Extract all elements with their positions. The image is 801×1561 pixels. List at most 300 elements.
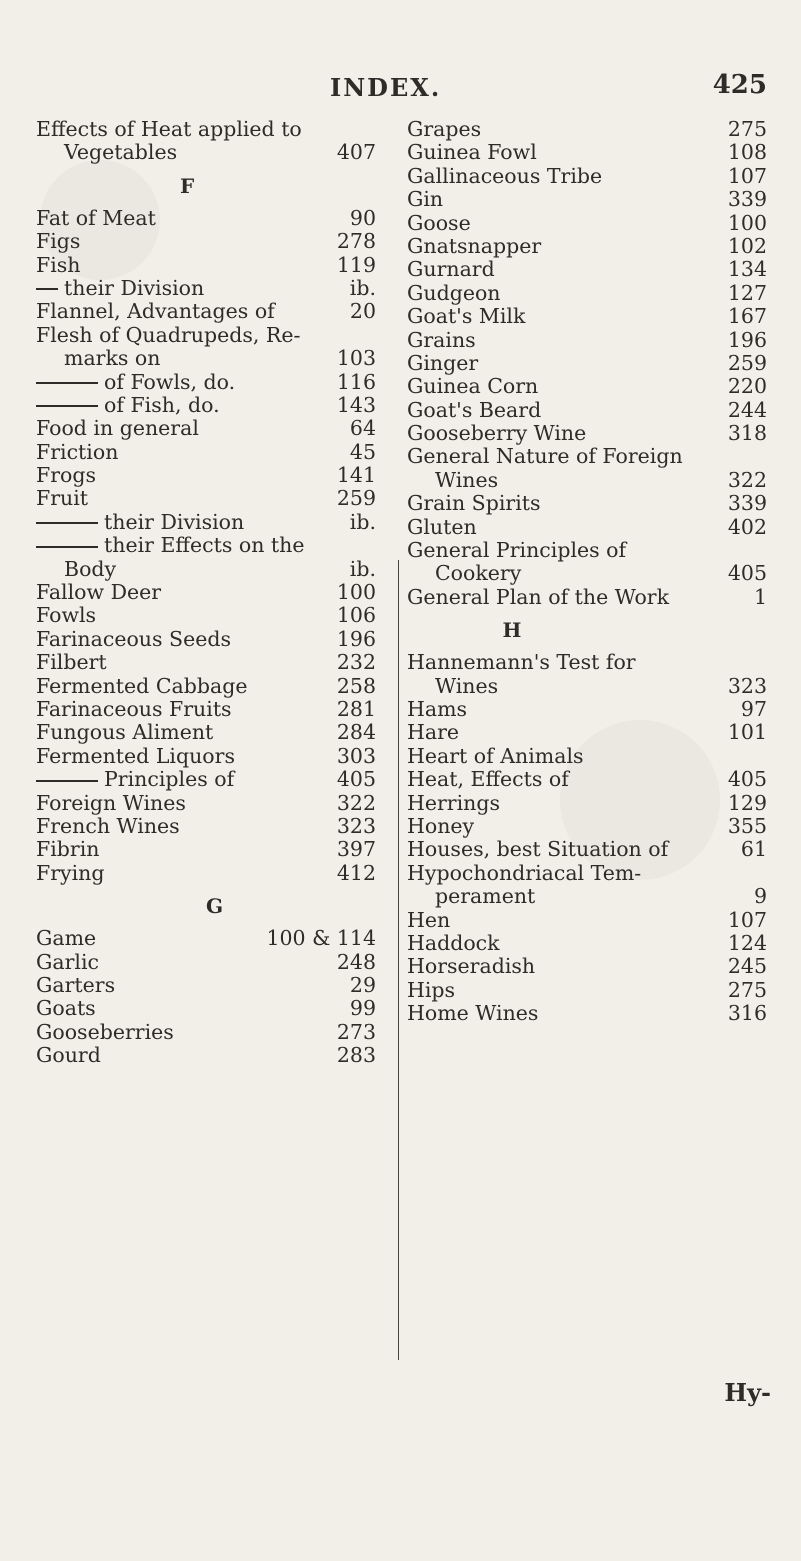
index-entry (36, 324, 376, 347)
entry-label (64, 141, 177, 164)
entry-text: Houses, best Situation of (407, 837, 669, 862)
entry-label (36, 534, 305, 557)
entry-page-number: 100 (336, 580, 376, 605)
entry-page-number: 101 (727, 720, 767, 745)
entry-page-number: 244 (727, 397, 767, 422)
entry-label (64, 347, 160, 370)
entry-page-number: ib. (349, 275, 376, 300)
entry-label (407, 932, 500, 955)
entry-page-number: 322 (727, 467, 767, 492)
entry-label (36, 838, 99, 861)
entry-label (36, 974, 115, 997)
entry-page-number: 412 (336, 860, 376, 885)
entry-label (407, 118, 481, 141)
entry-label (407, 492, 541, 515)
index-entry (36, 997, 376, 1020)
entry-page-number: 303 (336, 743, 376, 768)
entry-text: marks on (64, 346, 161, 371)
entry-text: Fish (36, 252, 81, 277)
index-entry (36, 277, 376, 300)
index-entry (407, 651, 767, 674)
index-entry (36, 815, 376, 838)
entry-label (435, 885, 535, 908)
entry-text: Hen (407, 907, 451, 932)
entry-text: Gnatsnapper (407, 233, 542, 258)
entry-text: French Wines (36, 813, 180, 838)
entry-label (407, 909, 450, 932)
index-entry (36, 604, 376, 627)
index-entry (407, 469, 767, 492)
entry-text: Effects of Heat applied to (36, 117, 302, 141)
entry-text: Home Wines (407, 1001, 539, 1026)
entry-page-number: 405 (727, 561, 767, 586)
index-entry (36, 487, 376, 510)
entry-text: Foreign Wines (36, 790, 186, 815)
entry-label (36, 324, 300, 347)
index-entry (36, 417, 376, 440)
entry-label (36, 768, 234, 791)
entry-page-number: 108 (727, 140, 767, 165)
entry-page-number: 107 (727, 163, 767, 188)
entry-label (407, 258, 495, 281)
entry-page-number: 64 (349, 416, 376, 441)
entry-page-number: 106 (336, 603, 376, 628)
index-entry (36, 254, 376, 277)
entry-text: Fermented Cabbage (36, 673, 248, 698)
entry-label (36, 207, 156, 230)
entry-page-number: 103 (336, 346, 376, 371)
entry-text: Flesh of Quadrupeds, Re- (36, 322, 301, 347)
index-entry (407, 862, 767, 885)
entry-text: Heart of Animals (407, 743, 584, 768)
entry-label (36, 698, 232, 721)
index-entry (36, 300, 376, 323)
entry-page-number: 100 (727, 210, 767, 235)
entry-text: Ginger (407, 350, 479, 375)
entry-text: Frying (36, 860, 105, 885)
index-entry (36, 441, 376, 464)
column-divider (398, 560, 399, 1360)
entry-page-number: 196 (336, 626, 376, 651)
entry-page-number: 339 (727, 491, 767, 516)
entry-label (435, 469, 498, 492)
entry-text: Grain Spirits (407, 491, 541, 516)
entry-label (407, 352, 478, 375)
entry-text: Fermented Liquors (36, 743, 235, 768)
entry-label (435, 675, 498, 698)
entry-label (36, 745, 235, 768)
entry-text: Friction (36, 439, 119, 464)
ditto-dash (36, 780, 98, 782)
entry-text: Horseradish (407, 954, 536, 979)
entry-label (407, 399, 541, 422)
entry-label (407, 282, 501, 305)
index-entry (407, 768, 767, 791)
entry-page-number: 107 (727, 907, 767, 932)
entry-page-number: 102 (727, 233, 767, 258)
entry-text: Garters (36, 972, 116, 997)
entry-label (64, 558, 116, 581)
entry-label (36, 927, 96, 950)
entry-label (407, 141, 537, 164)
entry-page-number: 9 (753, 884, 767, 909)
entry-text: Hypochondriacal Tem- (407, 860, 642, 885)
index-entry (407, 118, 767, 141)
entry-label (36, 651, 107, 674)
entry-page-number: 29 (349, 972, 376, 997)
entry-page-number: 245 (727, 954, 767, 979)
entry-text: of Fish, do. (104, 392, 220, 417)
entry-page-number: 141 (336, 463, 376, 488)
entry-label (407, 979, 455, 1002)
index-entry (407, 721, 767, 744)
index-entry (36, 675, 376, 698)
entry-page-number: 97 (740, 696, 767, 721)
index-entry (36, 534, 376, 557)
entry-page-number: 143 (336, 392, 376, 417)
entry-label (407, 1002, 538, 1025)
entry-label (407, 745, 584, 768)
entry-page-number: 259 (336, 486, 376, 511)
entry-text: Gurnard (407, 257, 495, 282)
index-entry (407, 675, 767, 698)
entry-label (36, 464, 96, 487)
index-entry (36, 862, 376, 885)
entry-label (407, 445, 683, 468)
entry-text: Gallinaceous Tribe (407, 163, 603, 188)
entry-text: Filbert (36, 650, 107, 675)
entry-label (36, 441, 118, 464)
index-entry (407, 1002, 767, 1025)
entry-page-number: 397 (336, 837, 376, 862)
entry-page-number: 45 (349, 439, 376, 464)
entry-page-number: 405 (727, 767, 767, 792)
entry-text: Vegetables (64, 140, 178, 165)
entry-page-number: 129 (727, 790, 767, 815)
entry-page-number: 323 (336, 813, 376, 838)
entry-text: Body (64, 556, 117, 581)
entry-page-number: 281 (336, 696, 376, 721)
entry-label (407, 329, 476, 352)
index-entry (36, 347, 376, 370)
catchword: Hy- (724, 1378, 771, 1407)
entry-label (407, 188, 443, 211)
index-column-left (36, 118, 376, 1067)
index-entry (407, 305, 767, 328)
entry-text: Gudgeon (407, 280, 501, 305)
index-entry (36, 371, 376, 394)
entry-text: Gin (407, 187, 444, 212)
entry-page-number: 405 (336, 767, 376, 792)
entry-text: General Principles of (407, 538, 627, 563)
entry-page-number: 355 (727, 813, 767, 838)
entry-page-number: 275 (727, 977, 767, 1002)
entry-label (407, 838, 668, 861)
index-entry (407, 698, 767, 721)
index-entry (407, 352, 767, 375)
index-entry (36, 651, 376, 674)
entry-text: Principles of (104, 767, 235, 792)
entry-page-number: 402 (727, 514, 767, 539)
entry-label (407, 422, 586, 445)
entry-label (36, 277, 204, 300)
entry-label (36, 1021, 174, 1044)
index-entry (36, 838, 376, 861)
entry-page-number: 90 (349, 205, 376, 230)
entry-text: Farinaceous Fruits (36, 696, 232, 721)
entry-label (36, 511, 244, 534)
entry-page-number: 119 (336, 252, 376, 277)
entry-label (36, 300, 275, 323)
entry-page-number: ib. (349, 556, 376, 581)
index-entry (407, 165, 767, 188)
entry-text: of Fowls, do. (104, 369, 236, 394)
entry-page-number: 322 (336, 790, 376, 815)
entry-page-number: 127 (727, 280, 767, 305)
entry-label (36, 394, 220, 417)
entry-label (36, 230, 80, 253)
index-entry (407, 235, 767, 258)
entry-page-number: 275 (727, 117, 767, 141)
index-entry (36, 464, 376, 487)
index-entry (36, 927, 376, 950)
entry-text: Fowls (36, 603, 97, 628)
entry-text: Game (36, 926, 97, 951)
entry-label (36, 792, 186, 815)
index-entry (407, 516, 767, 539)
entry-text: Grapes (407, 117, 482, 141)
entry-page-number: 323 (727, 673, 767, 698)
index-column-right (407, 118, 767, 1025)
index-entry (407, 375, 767, 398)
index-entry (407, 792, 767, 815)
index-entry (36, 745, 376, 768)
index-entry (407, 539, 767, 562)
entry-page-number: 273 (336, 1019, 376, 1044)
entry-label (407, 539, 626, 562)
entry-page-number: 20 (349, 299, 376, 324)
entry-page-number: 167 (727, 304, 767, 329)
entry-text: Fungous Aliment (36, 720, 214, 745)
index-entry (407, 815, 767, 838)
index-entry (407, 745, 767, 768)
index-entry (36, 1044, 376, 1067)
entry-page-number: 116 (336, 369, 376, 394)
entry-text: Grains (407, 327, 476, 352)
index-entry (407, 909, 767, 932)
entry-text: Heat, Effects of (407, 767, 569, 792)
index-entry (36, 792, 376, 815)
entry-page-number: 278 (336, 229, 376, 254)
entry-label (407, 955, 535, 978)
entry-text: Gluten (407, 514, 477, 539)
entry-text: General Plan of the Work (407, 584, 670, 609)
index-entry (36, 768, 376, 791)
index-entry (36, 974, 376, 997)
entry-page-number: 61 (740, 837, 767, 862)
index-entry (36, 698, 376, 721)
entry-label (407, 305, 525, 328)
entry-label (407, 165, 602, 188)
entry-label (407, 651, 636, 674)
entry-label (407, 212, 471, 235)
entry-page-number: 316 (727, 1001, 767, 1026)
entry-label (407, 792, 500, 815)
entry-page-number: 124 (727, 930, 767, 955)
entry-label (407, 862, 641, 885)
section-letter: G (206, 894, 224, 919)
entry-page-number: 1 (753, 584, 767, 609)
index-entry (36, 721, 376, 744)
entry-label (36, 1044, 101, 1067)
entry-label (36, 951, 99, 974)
entry-label (407, 375, 538, 398)
ditto-dash (36, 522, 98, 524)
entry-text: Garlic (36, 949, 99, 974)
index-entry (407, 979, 767, 1002)
entry-text: Farinaceous Seeds (36, 626, 231, 651)
entry-label (407, 235, 541, 258)
index-entry (36, 581, 376, 604)
entry-text: their Effects on the (104, 533, 305, 558)
entry-text: Guinea Fowl (407, 140, 537, 165)
page-title: INDEX. (330, 73, 442, 102)
entry-page-number: 283 (336, 1043, 376, 1068)
entry-text: Fallow Deer (36, 580, 162, 605)
entry-page-number: 248 (336, 949, 376, 974)
entry-text: Hannemann's Test for (407, 650, 636, 675)
entry-label (36, 675, 247, 698)
index-entry (36, 394, 376, 417)
index-entry (407, 399, 767, 422)
entry-text: Hips (407, 977, 456, 1002)
ditto-dash (36, 288, 58, 290)
index-entry (407, 492, 767, 515)
index-entry (36, 118, 376, 141)
entry-text: Fibrin (36, 837, 100, 862)
entry-page-number: 339 (727, 187, 767, 212)
entry-page-number: 318 (727, 421, 767, 446)
entry-page-number: 258 (336, 673, 376, 698)
entry-text: Cookery (435, 561, 522, 586)
entry-label (36, 417, 199, 440)
index-entry (407, 838, 767, 861)
entry-text: Fat of Meat (36, 205, 156, 230)
entry-label (36, 118, 302, 141)
entry-label (407, 586, 669, 609)
entry-text: Goat's Milk (407, 304, 526, 329)
entry-label (407, 768, 569, 791)
entry-text: Haddock (407, 930, 500, 955)
section-letter: H (502, 618, 522, 643)
entry-text: Honey (407, 813, 475, 838)
entry-text: Frogs (36, 463, 97, 488)
index-entry (36, 1021, 376, 1044)
index-entry (407, 562, 767, 585)
index-entry (36, 628, 376, 651)
entry-label (407, 815, 474, 838)
entry-text: Goats (36, 996, 96, 1021)
ditto-dash (36, 382, 98, 384)
entry-text: perament (435, 884, 536, 909)
entry-label (407, 516, 477, 539)
section-letter: F (180, 173, 195, 198)
entry-text: Gooseberries (36, 1019, 174, 1044)
entry-text: Goose (407, 210, 471, 235)
entry-page-number: 407 (336, 140, 376, 165)
index-entry (36, 141, 376, 164)
entry-label (36, 721, 213, 744)
entry-label (36, 371, 235, 394)
ditto-dash (36, 405, 98, 407)
entry-page-number: 196 (727, 327, 767, 352)
entry-page-number: 134 (727, 257, 767, 282)
entry-text: Gourd (36, 1043, 101, 1068)
index-entry (36, 207, 376, 230)
index-entry (407, 141, 767, 164)
entry-page-number: 284 (336, 720, 376, 745)
entry-text: Flannel, Advantages of (36, 299, 275, 324)
index-entry (407, 422, 767, 445)
entry-label (435, 562, 521, 585)
index-entry (407, 282, 767, 305)
entry-text: Wines (435, 467, 499, 492)
entry-label (407, 698, 467, 721)
index-entry (407, 932, 767, 955)
entry-label (36, 997, 96, 1020)
index-entry (407, 329, 767, 352)
ditto-dash (36, 546, 98, 548)
entry-page-number: 99 (349, 996, 376, 1021)
entry-text: their Division (104, 509, 245, 534)
index-entry (36, 951, 376, 974)
entry-label (36, 487, 88, 510)
entry-text: Fruit (36, 486, 89, 511)
entry-label (407, 721, 459, 744)
entry-text: General Nature of Foreign (407, 444, 683, 469)
entry-text: Figs (36, 229, 81, 254)
entry-page-number: 100 & 114 (266, 926, 376, 951)
entry-text: Goat's Beard (407, 397, 542, 422)
entry-text: Gooseberry Wine (407, 421, 587, 446)
entry-label (36, 254, 81, 277)
index-entry (407, 258, 767, 281)
entry-text: Hare (407, 720, 460, 745)
index-entry (36, 558, 376, 581)
entry-label (36, 815, 180, 838)
index-entry (407, 212, 767, 235)
entry-text: Food in general (36, 416, 199, 441)
entry-label (36, 628, 231, 651)
entry-text: Guinea Corn (407, 374, 539, 399)
entry-text: their Division (64, 275, 205, 300)
index-entry (407, 955, 767, 978)
entry-page-number: 232 (336, 650, 376, 675)
entry-page-number: 220 (727, 374, 767, 399)
entry-text: Wines (435, 673, 499, 698)
entry-text: Hams (407, 696, 468, 721)
entry-label (36, 581, 161, 604)
page-number: 425 (712, 70, 767, 100)
index-entry (36, 230, 376, 253)
index-entry (36, 511, 376, 534)
entry-page-number: ib. (349, 509, 376, 534)
entry-text: Herrings (407, 790, 501, 815)
entry-page-number: 259 (727, 350, 767, 375)
index-entry (407, 586, 767, 609)
index-entry (407, 445, 767, 468)
entry-label (36, 862, 105, 885)
